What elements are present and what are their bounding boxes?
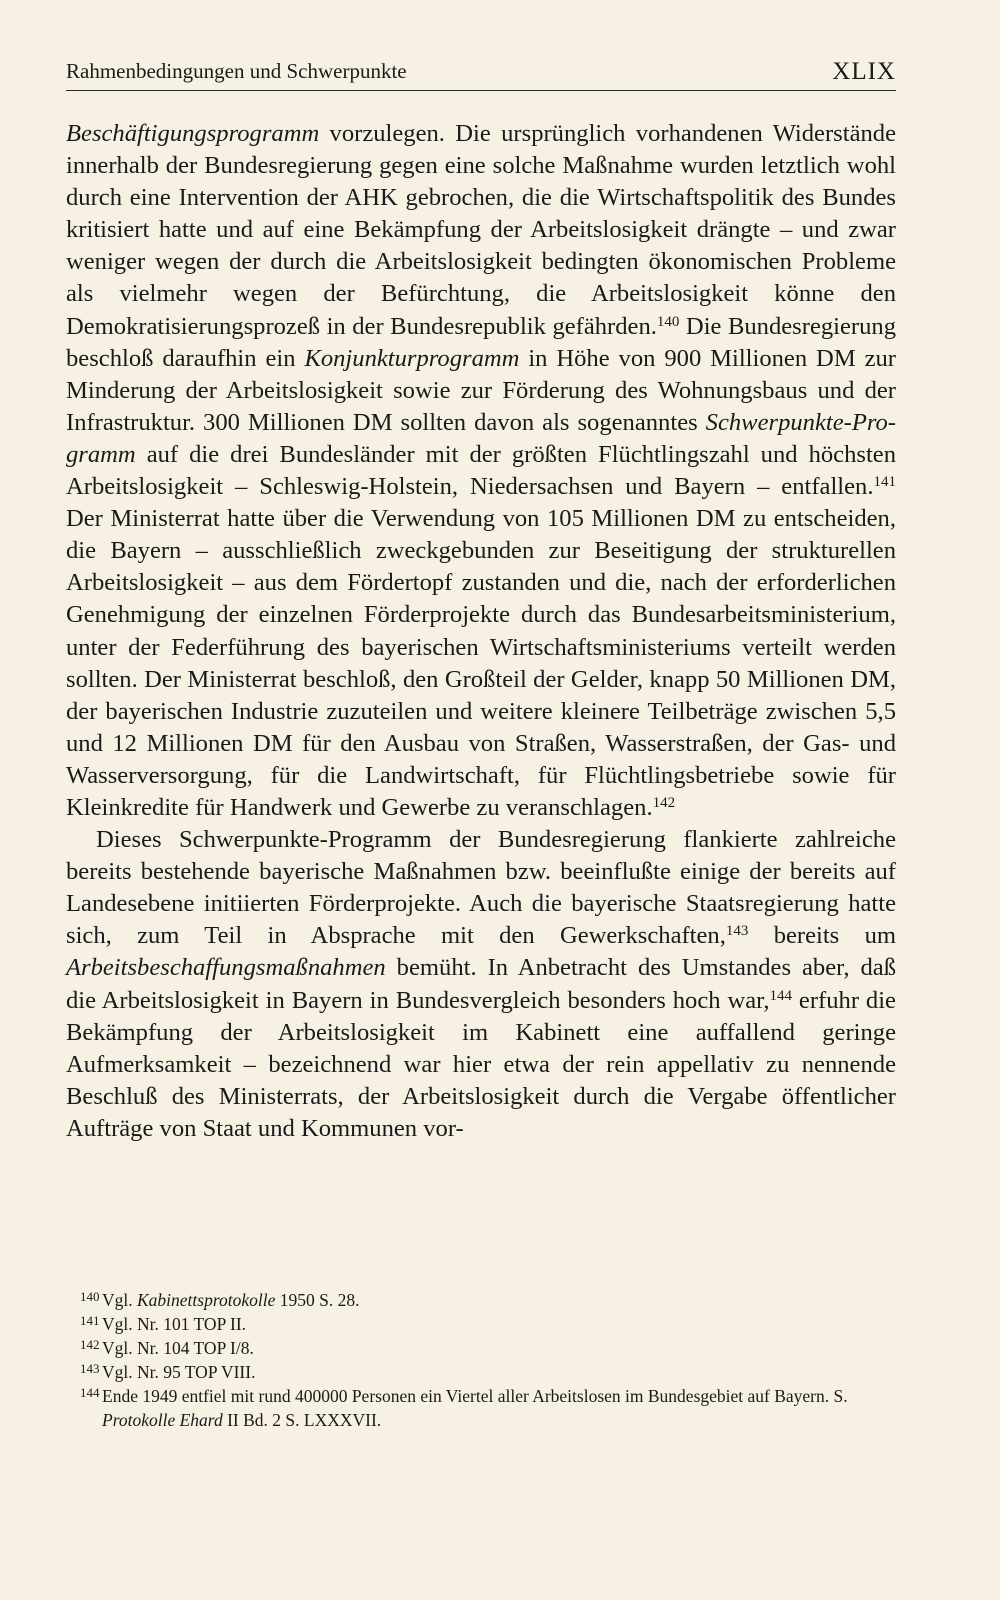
running-head (66, 54, 896, 91)
footnote-number: 143 (80, 1361, 100, 1376)
paragraph-2 (66, 824, 896, 1145)
footnote-143 (80, 1360, 895, 1384)
footnote-reference[interactable]: 143 (725, 923, 749, 940)
footnote-text (102, 1384, 895, 1432)
footnote-text (102, 1312, 895, 1336)
footnote-141 (80, 1312, 895, 1336)
italic-title: Kabinettsprotokolle (137, 1290, 276, 1310)
footnote-text (102, 1288, 895, 1312)
paragraph-1 (66, 118, 896, 824)
text-segment: auf die drei Bundesländer mit der größten Flüchtlingszahl und höchsten Arbeitslosigkeit – Schleswig-Holstein, Niedersachsen und Bayern – entfallen. (66, 440, 896, 501)
running-title: Rahmenbedingungen und Schwerpunkte (66, 59, 407, 83)
text-segment: Die Bundesregierung beschloß daraufhin ein (66, 312, 896, 372)
footnote-142 (80, 1336, 895, 1360)
footnote-number: 142 (80, 1337, 100, 1352)
text-segment: 1950 S. 28. (275, 1290, 360, 1310)
footnote-text (102, 1336, 895, 1360)
text-segment: Vgl. Nr. 95 TOP VIII. (102, 1362, 256, 1382)
text-segment: Vgl. Nr. 101 TOP II. (102, 1314, 247, 1334)
text-segment: vorzulegen. Die ursprünglich vorhandenen Widerstände innerhalb der Bundesregierung gegen eine solche Maßnahme wurden letztlich wohl durch eine Intervention der AHK gebrochen, die die Wirtschaftspolitik des Bundes kritisiert hatte und auf eine Bekämpfung der Arbeitslosigkeit drängte – und zwar weniger wegen der durch die Arbeitslosigkeit bedingten ökonomischen Probleme als vielmehr wegen der Befürchtung, die Arbeitslosigkeit könne den Demokratisierungsprozeß in der Bundesrepublik gefährden. (66, 120, 896, 340)
text-segment: bereits um (748, 922, 896, 950)
text-segment: Vgl. (102, 1290, 137, 1310)
footnote-reference[interactable]: 141 (873, 474, 896, 491)
italic-title: Protokolle Ehard (102, 1410, 223, 1430)
footnote-reference[interactable]: 144 (769, 987, 792, 1004)
footnote-reference[interactable]: 142 (652, 794, 676, 811)
text-segment: bemüht. In Anbetracht des Umstandes aber, daß die Arbeitslosigkeit in Bayern in Bundesvergleich besonders hoch war, (66, 954, 896, 1014)
footnote-140 (80, 1288, 895, 1312)
text-segment: Der Ministerrat hatte über die Verwendung von 105 Millionen DM zu entscheiden, die Bayern – ausschließlich zweckgebunden zur Beseitigung der strukturellen Arbeitslosigkeit – aus dem Fördertopf zustanden und die, nach der erforderlichen Genehmigung der einzelnen Förderprojekte durch das Bundesarbeitsministerium, unter der Federführung des bayerischen Wirtschaftsministeriums verteilt werden sollten. Der Ministerrat beschloß, den Großteil der Gelder, knapp 50 Millionen DM, der bayerischen Industrie zuzuteilen und weitere kleinere Teilbeträge zwischen 5,5 und 12 Millionen DM für den Ausbau von Straßen, Wasserstraßen, der Gas- und Wasserversorgung, für die Landwirtschaft, für Flüchtlingsbetriebe sowie für Kleinkredite für Handwerk und Gewerbe zu veranschlagen. (66, 505, 896, 821)
footnote-number: 144 (80, 1385, 100, 1400)
text-segment: II Bd. 2 S. LXXXVII. (222, 1410, 382, 1430)
text-segment: Vgl. Nr. 104 TOP I/8. (102, 1338, 254, 1358)
footnote-number: 140 (80, 1289, 100, 1304)
text-segment: Dieses Schwerpunkte-Programm der Bundesregierung flankierte zahlreiche bereits bestehende bayerische Maßnahmen bzw. beeinflußte einige der bereits auf Landesebene initiierten Förderprojekte. Auch die bayerische Staatsregierung hatte sich, zum Teil in Absprache mit den Gewerkschaften, (66, 826, 896, 950)
text-segment: in Höhe von 900 Millionen DM zur Minderung der Arbeitslosigkeit sowie zur Förderung des Wohnungsbaus und der Infrastruktur. 300 Millionen DM sollten davon als sogenanntes (66, 344, 896, 436)
text-segment: erfuhr die Bekämpfung der Arbeitslosigkeit im Kabinett eine auffallend geringe Aufmerksamkeit – bezeichnend war hier etwa der rein appellativ zu nennende Beschluß des Ministerrats, der Arbeitslosigkeit durch die Vergabe öffentlicher Aufträge von Staat und Kommunen vor- (66, 986, 896, 1142)
footnote-text (102, 1360, 895, 1384)
italic-term: Schwerpunkte-Programm (66, 408, 896, 468)
italic-term: Beschäftigungsprogramm (66, 120, 320, 147)
italic-term: Arbeitsbeschaffungsmaßnahmen (66, 954, 386, 982)
italic-term: Konjunkturprogramm (304, 344, 520, 372)
footnote-144 (80, 1384, 895, 1432)
footnote-reference[interactable]: 140 (656, 313, 680, 330)
footnotes (80, 1288, 895, 1432)
text-segment: Ende 1949 entfiel mit rund 400000 Personen ein Viertel aller Arbeitslosen im Bundesgebiet auf Bayern. S. (102, 1386, 848, 1406)
page-number: XLIX (832, 58, 896, 85)
footnote-number: 141 (80, 1313, 100, 1328)
body-text (66, 118, 896, 1145)
